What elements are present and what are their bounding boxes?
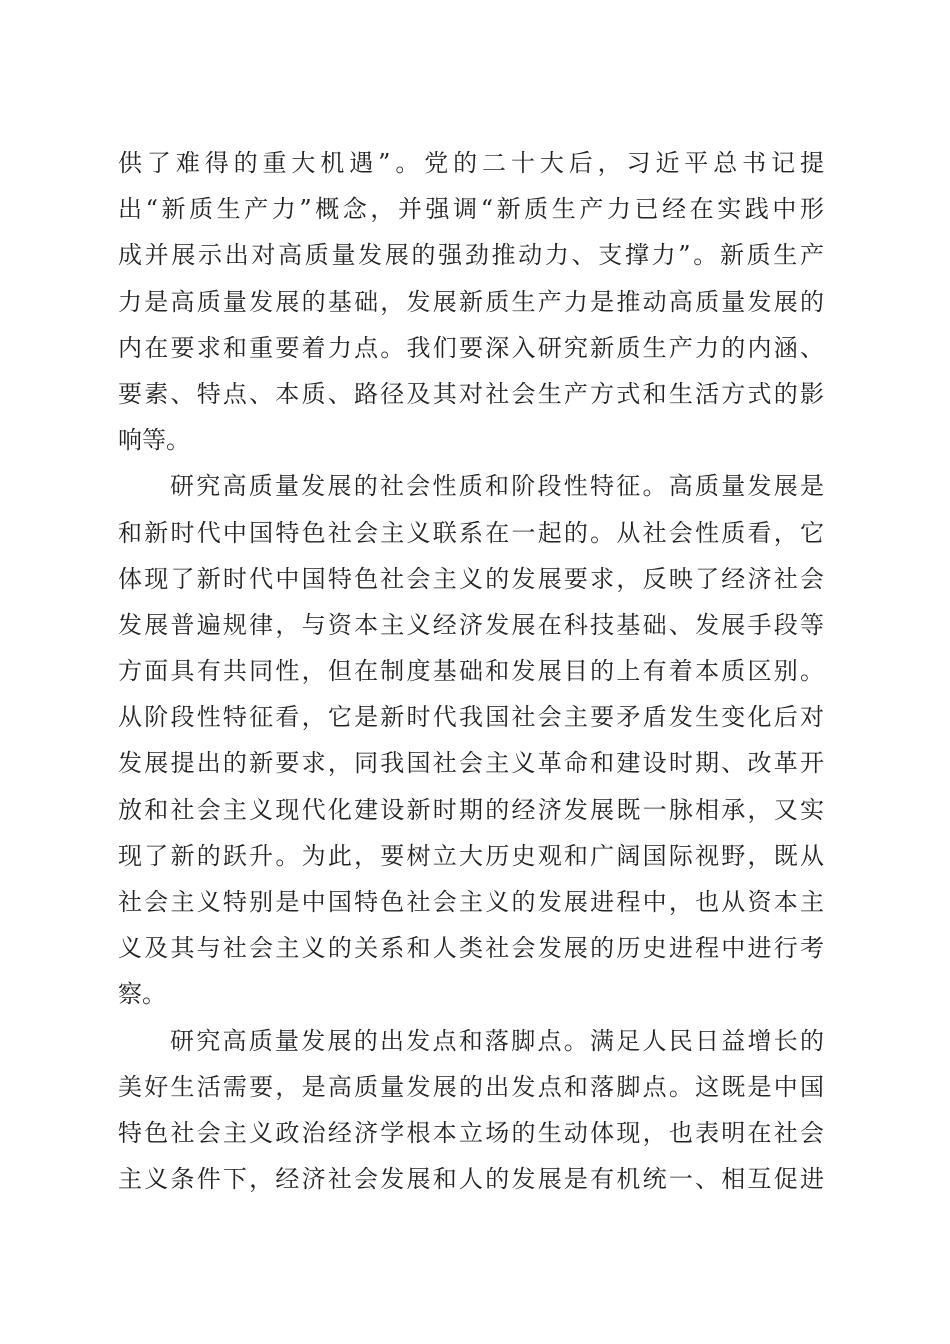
text-line: 放和社会主义现代化建设新时期的经济发展既一脉相承，又实 — [118, 795, 824, 824]
text-line: 研究高质量发展的社会性质和阶段性特征。高质量发展是 — [170, 472, 824, 501]
text-line: 美好生活需要，是高质量发展的出发点和落脚点。这既是中国 — [118, 1072, 824, 1101]
text-line: 方面具有共同性，但在制度基础和发展目的上有着本质区别。 — [118, 657, 824, 686]
text-line: 要素、特点、本质、路径及其对社会生产方式和生活方式的影 — [118, 379, 824, 408]
text-line: 供了难得的重大机遇”。党的二十大后，习近平总书记提 — [118, 149, 824, 177]
paragraph-2 — [118, 463, 824, 1017]
paragraph-1 — [118, 140, 824, 463]
text-line: 成并展示出对高质量发展的强劲推动力、支撑力”。新质生产 — [118, 241, 824, 270]
text-line: 内在要求和重要着力点。我们要深入研究新质生产力的内涵、 — [118, 333, 824, 362]
text-line: 研究高质量发展的出发点和落脚点。满足人民日益增长的 — [170, 1026, 824, 1055]
body-text — [118, 140, 824, 1202]
text-line: 发展普遍规律，与资本主义经济发展在科技基础、发展手段等 — [118, 610, 824, 639]
text-line: 现了新的跃升。为此，要树立大历史观和广阔国际视野，既从 — [118, 841, 824, 870]
text-line: 发展提出的新要求，同我国社会主义革命和建设时期、改革开 — [118, 749, 824, 778]
text-line: 社会主义特别是中国特色社会主义的发展进程中，也从资本主 — [118, 888, 824, 916]
paragraph-3 — [118, 1018, 824, 1203]
text-line: 主义条件下，经济社会发展和人的发展是有机统一、相互促进 — [118, 1165, 824, 1194]
text-line: 响等。 — [118, 426, 190, 455]
text-line: 义及其与社会主义的关系和人类社会发展的历史进程中进行考 — [118, 934, 824, 963]
text-line: 力是高质量发展的基础，发展新质生产力是推动高质量发展的 — [118, 287, 824, 316]
text-line: 特色社会主义政治经济学根本立场的生动体现，也表明在社会 — [118, 1118, 824, 1147]
text-line: 从阶段性特征看，它是新时代我国社会主要矛盾发生变化后对 — [118, 703, 824, 732]
text-line: 体现了新时代中国特色社会主义的发展要求，反映了经济社会 — [118, 564, 824, 593]
text-line: 出“新质生产力”概念，并强调“新质生产力已经在实践中形 — [118, 195, 824, 224]
text-line: 和新时代中国特色社会主义联系在一起的。从社会性质看，它 — [118, 518, 824, 547]
text-line: 察。 — [118, 980, 166, 1009]
